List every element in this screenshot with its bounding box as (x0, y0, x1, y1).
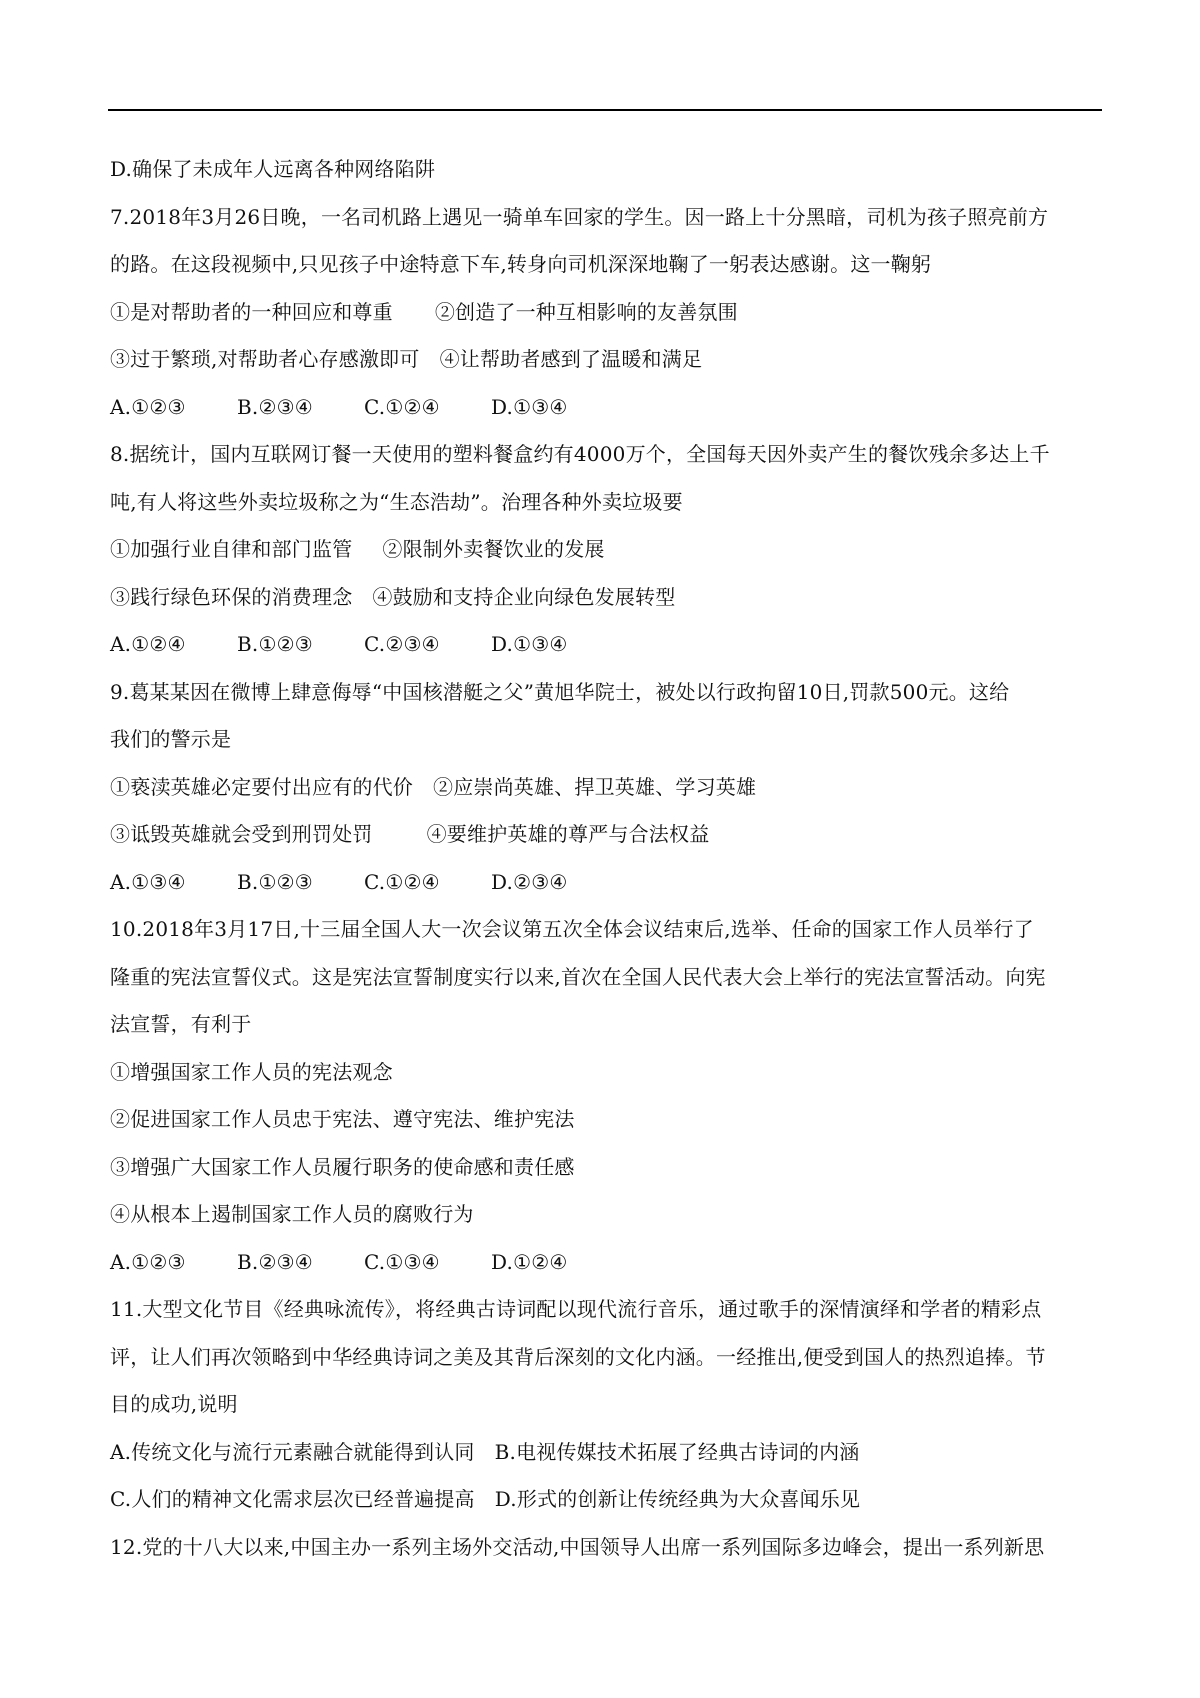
question-8-answers (110, 621, 1102, 669)
question-8-statement-4: ④鼓励和支持企业向绿色发展转型 (372, 584, 676, 609)
question-7-statements-row-2 (110, 336, 1102, 384)
question-8-answer-c: C.②③④ (364, 632, 440, 656)
question-7-answer-b: B.②③④ (237, 394, 313, 419)
question-8-statements-row-2 (110, 574, 1102, 622)
document-body (110, 146, 1102, 1571)
question-7-statement-3: ③过于繁琐,对帮助者心存感激即可 (110, 347, 420, 371)
question-10-statement-2: ②促进国家工作人员忠于宪法、遵守宪法、维护宪法 (110, 1107, 575, 1131)
question-11-stem-line-3: 目的成功,说明 (110, 1392, 238, 1416)
question-10-answer-d: D.①②④ (491, 1249, 568, 1274)
question-11-option-d: D.形式的创新让传统经典为大众喜闻乐见 (494, 1487, 861, 1511)
question-8-stem-line-1: 8.据统计，国内互联网订餐一天使用的塑料餐盒约有4000万个，全国每天因外卖产生的餐饮残余多达上千 (110, 442, 1050, 466)
question-7-stem-line-1: 7.2018年3月26日晚，一名司机路上遇见一骑单车回家的学生。因一路上十分黑暗，司机为孩子照亮前方 (110, 204, 1049, 229)
question-10-answer-b: B.②③④ (237, 1249, 313, 1274)
question-9-statement-1: ①亵渎英雄必定要付出应有的代价 (110, 774, 413, 799)
question-7-statement-2: ②创造了一种互相影响的友善氛围 (434, 299, 738, 324)
question-7-answer-d: D.①③④ (491, 394, 568, 419)
question-8-statement-1: ①加强行业自律和部门监管 (110, 537, 353, 561)
question-8-answer-a: A.①②④ (110, 632, 186, 656)
question-8-statement-3: ③践行绿色环保的消费理念 (110, 584, 353, 609)
question-10-answer-c: C.①③④ (364, 1249, 440, 1274)
question-10-statement-1: ①增强国家工作人员的宪法观念 (110, 1059, 393, 1084)
question-9-answer-b: B.①②③ (237, 869, 313, 894)
question-9-answer-c: C.①②④ (364, 869, 440, 894)
question-7-answer-a: A.①②③ (110, 394, 186, 419)
question-8-answer-d: D.①③④ (491, 632, 568, 656)
question-10-answers (110, 1239, 1102, 1287)
question-9-statements-row-1 (110, 764, 1102, 812)
question-12-stem-line-1: 12.党的十八大以来,中国主办一系列主场外交活动,中国领导人出席一系列国际多边峰会，提出一系列新思 (110, 1534, 1045, 1559)
question-8-statements-row-1 (110, 526, 1102, 574)
question-7-statements-row-1 (110, 289, 1102, 337)
question-11-options-row-1 (110, 1429, 1102, 1477)
question-10-stem-line-2: 隆重的宪法宣誓仪式。这是宪法宣誓制度实行以来,首次在全国人民代表大会上举行的宪法宣誓活动。向宪 (110, 964, 1046, 989)
question-11-option-b: B.电视传媒技术拓展了经典古诗词的内涵 (494, 1439, 860, 1464)
question-9-answer-a: A.①③④ (110, 869, 186, 894)
question-11-option-a: A.传统文化与流行元素融合就能得到认同 (110, 1439, 475, 1464)
question-10-stem-line-1: 10.2018年3月17日,十三届全国人大一次会议第五次全体会议结束后,选举、任命的国家工作人员举行了 (110, 917, 1034, 941)
question-7-statement-1: ①是对帮助者的一种回应和尊重 (110, 299, 393, 324)
question-7-answer-c: C.①②④ (364, 394, 440, 419)
question-10-answer-a: A.①②③ (110, 1249, 186, 1274)
question-8-statement-2: ②限制外卖餐饮业的发展 (382, 537, 605, 561)
question-9-statement-2: ②应崇尚英雄、捍卫英雄、学习英雄 (433, 774, 757, 799)
question-9-statement-4: ④要维护英雄的尊严与合法权益 (426, 822, 710, 846)
question-10-statement-3: ③增强广大国家工作人员履行职务的使命感和责任感 (110, 1154, 575, 1179)
question-8-answer-b: B.①②③ (237, 632, 313, 656)
question-9-answers (110, 859, 1102, 907)
question-7-statement-4: ④让帮助者感到了温暖和满足 (439, 347, 703, 371)
question-11-option-c: C.人们的精神文化需求层次已经普遍提高 (110, 1487, 475, 1511)
question-9-statement-3: ③诋毁英雄就会受到刑罚处罚 (110, 822, 373, 846)
question-10-stem-line-3: 法宣誓，有利于 (110, 1012, 252, 1036)
question-9-answer-d: D.②③④ (491, 869, 568, 894)
question-9-statements-row-2 (110, 811, 1102, 859)
question-9-stem-line-1: 9.葛某某因在微博上肆意侮辱“中国核潜艇之父”黄旭华院士，被处以行政拘留10日,罚款500元。这给 (110, 679, 1010, 704)
question-7-answers (110, 384, 1102, 432)
question-9-stem-line-2: 我们的警示是 (110, 727, 232, 751)
question-8-stem-line-2: 吨,有人将这些外卖垃圾称之为“生态浩劫”。治理各种外卖垃圾要 (110, 489, 683, 514)
question-10-statement-4: ④从根本上遏制国家工作人员的腐败行为 (110, 1202, 474, 1226)
question-11-stem-line-1: 11.大型文化节目《经典咏流传》，将经典古诗词配以现代流行音乐，通过歌手的深情演绎和学者的精彩点 (110, 1297, 1042, 1321)
header-rule (108, 109, 1102, 111)
question-7-stem-line-2: 的路。在这段视频中,只见孩子中途特意下车,转身向司机深深地鞠了一躬表达感谢。这一鞠躬 (110, 252, 932, 276)
question-6-option-d: D.确保了未成年人远离各种网络陷阱 (110, 157, 436, 181)
question-11-stem-line-2: 评，让人们再次领略到中华经典诗词之美及其背后深刻的文化内涵。一经推出,便受到国人的热烈追捧。节 (110, 1344, 1046, 1369)
question-11-options-row-2 (110, 1476, 1102, 1524)
